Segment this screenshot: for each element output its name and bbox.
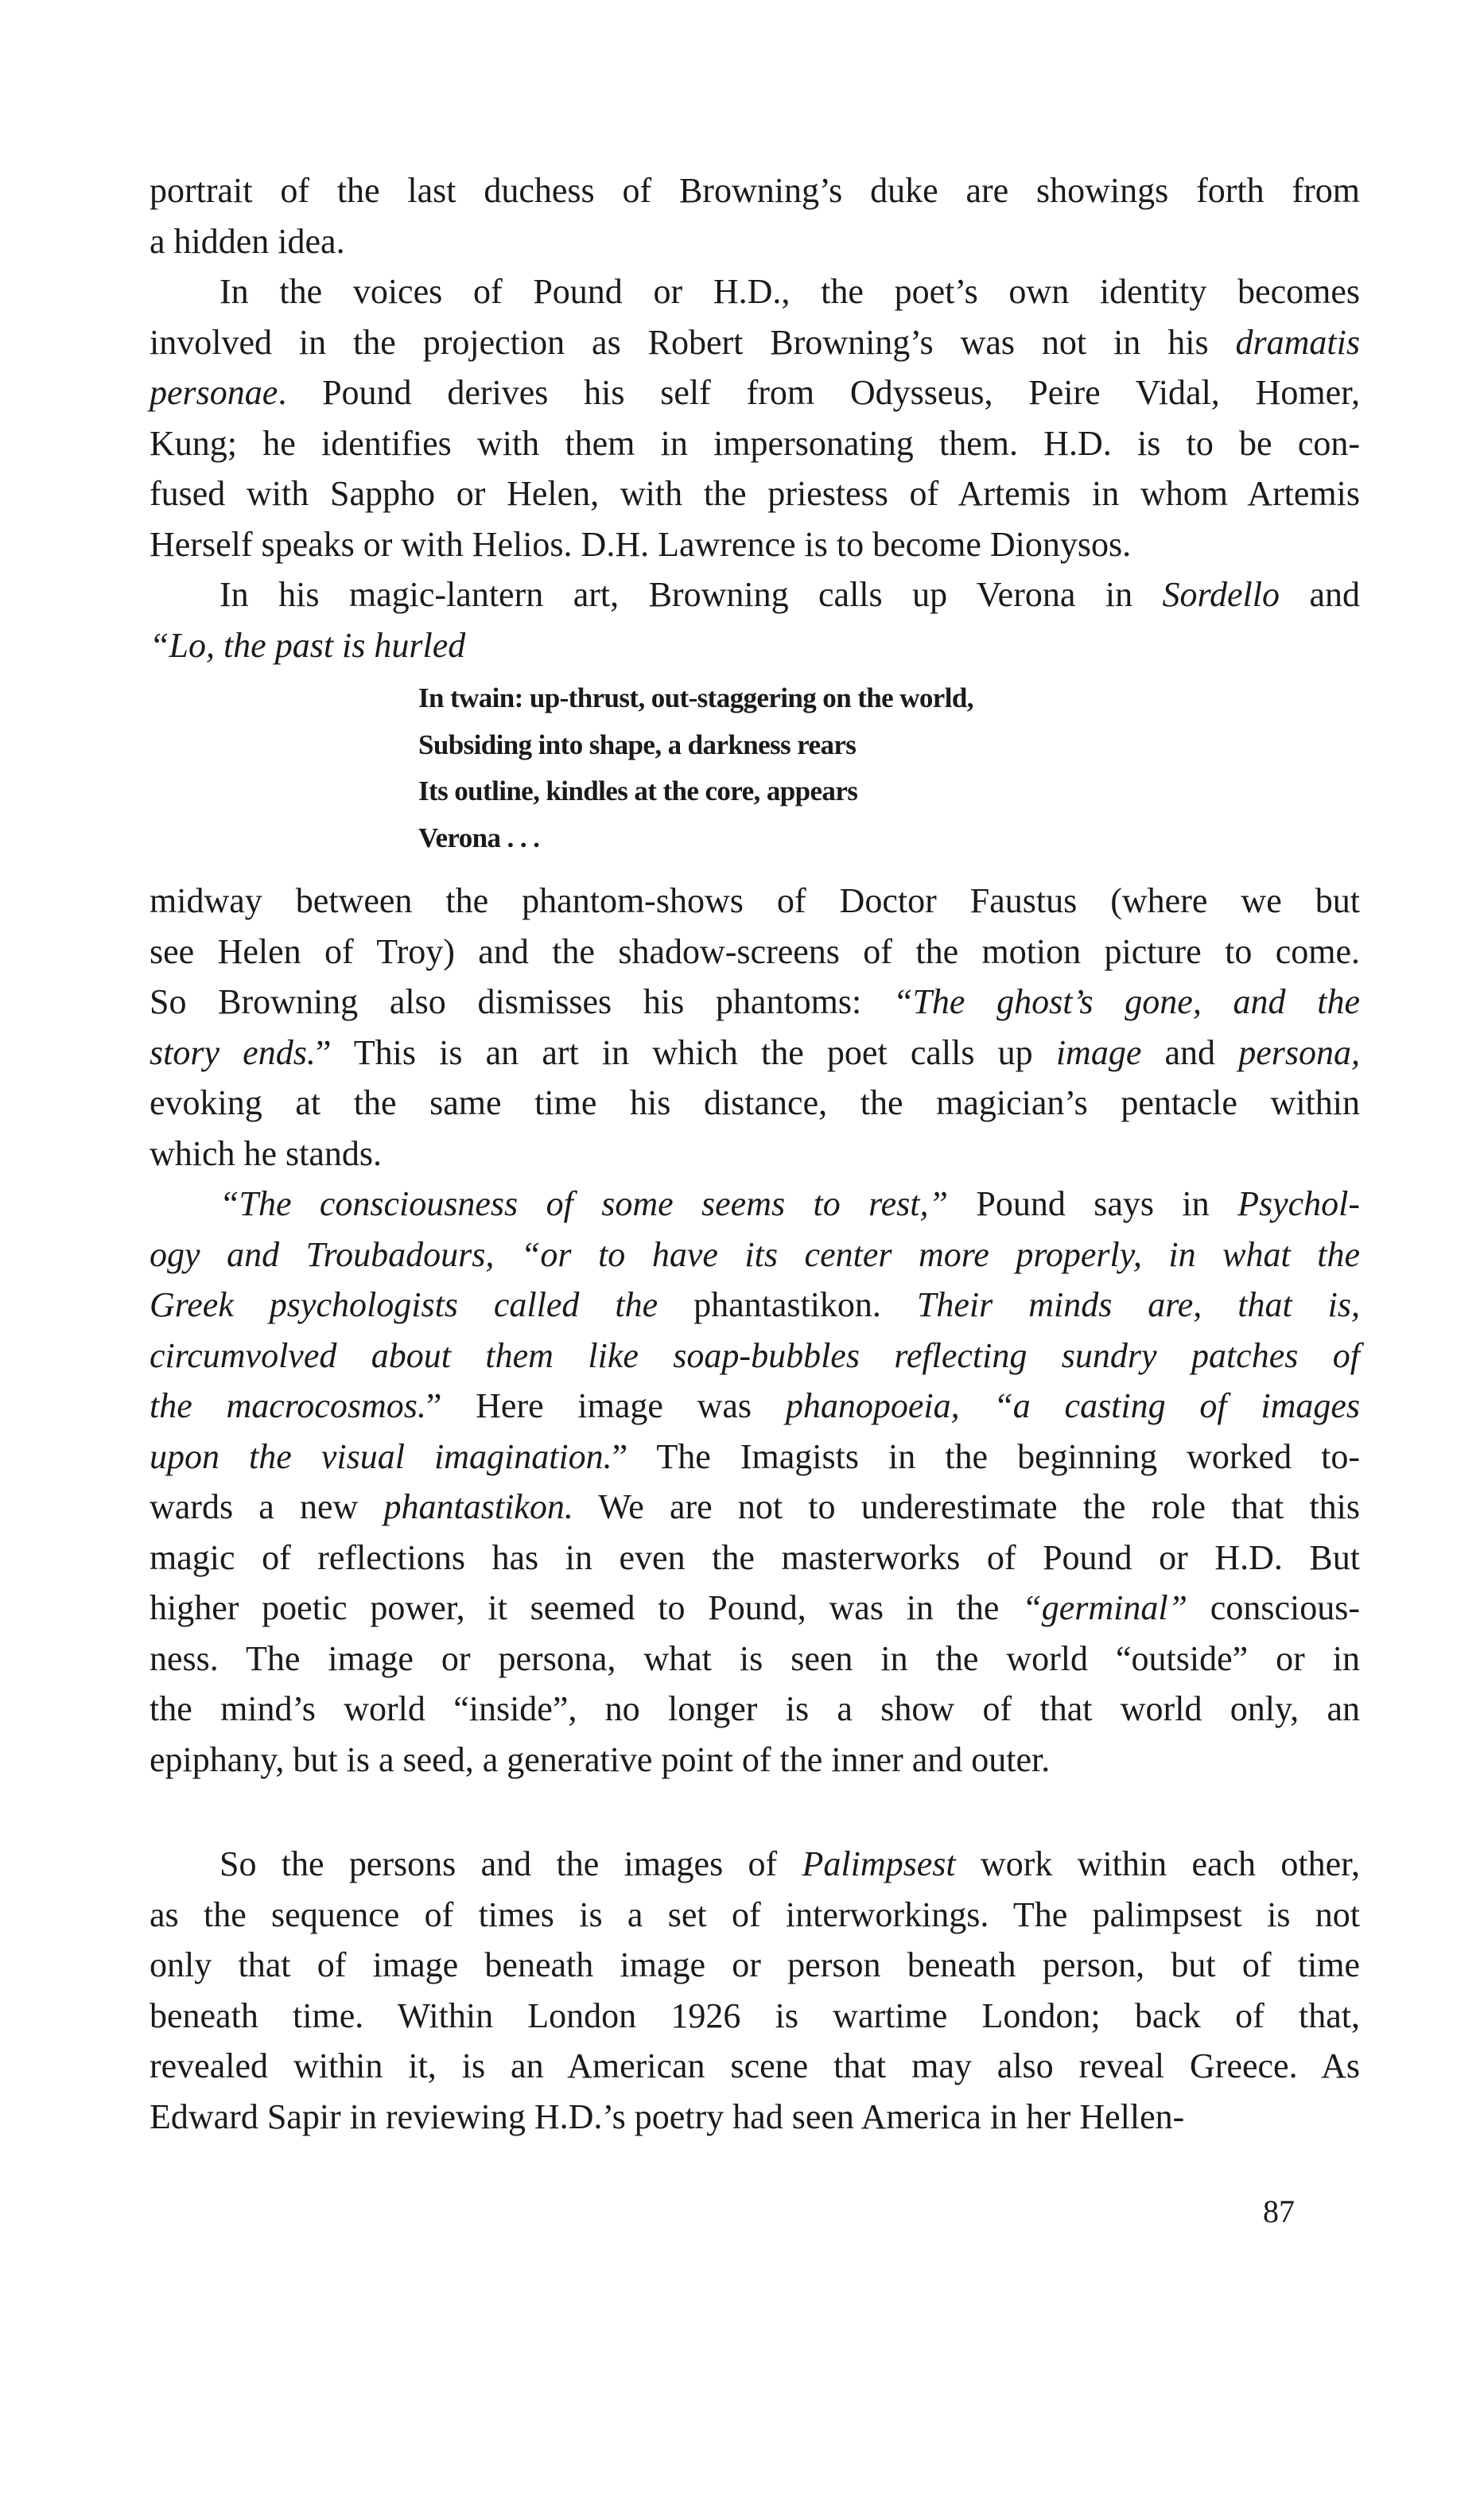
text-segment: Edward Sapir in reviewing H.D.’s poetry had seen America in her Hellen- <box>150 2096 1185 2136</box>
text-segment: as the sequence of times is a set of interworkings. The palimpsest is not <box>150 1894 1360 1934</box>
text-line <box>150 1991 1360 2042</box>
paragraph <box>150 1839 1360 2142</box>
text-line <box>150 266 1360 317</box>
text-line <box>150 2041 1360 2092</box>
text-line <box>150 1432 1360 1482</box>
text-line <box>150 1331 1360 1381</box>
paragraph <box>150 165 1360 266</box>
text-line <box>150 468 1360 519</box>
italic-text: Palimpsest <box>802 1844 956 1883</box>
page-number: 87 <box>1263 2194 1295 2229</box>
italic-text: personae <box>150 373 278 412</box>
text-line <box>150 1078 1360 1129</box>
text-segment: portrait of the last duchess of Browning’s duke are showings forth from <box>150 171 1360 210</box>
verse-line: Verona . . . <box>418 822 540 853</box>
paragraph <box>150 1179 1360 1785</box>
text-segment: So the persons and the images of <box>219 1844 802 1883</box>
text-segment: ” This is an art in which the poet calls up <box>315 1032 1056 1072</box>
italic-text: dramatis <box>1235 322 1360 362</box>
page-body <box>150 165 1360 2142</box>
text-line <box>150 927 1360 977</box>
text-line <box>150 1583 1360 1634</box>
text-line <box>150 876 1360 927</box>
text-line <box>150 1482 1360 1533</box>
text-segment: In his magic-lantern art, Browning calls up Verona in <box>219 575 1163 614</box>
italic-text: ogy and Troubadours, “or to have its center more properly, in what the <box>150 1234 1360 1274</box>
text-segment: ” Here image was <box>425 1386 786 1425</box>
text-segment: a hidden idea. <box>150 221 345 261</box>
text-line <box>150 2092 1360 2143</box>
text-line <box>150 1381 1360 1432</box>
text-line <box>150 569 1360 620</box>
text-line <box>150 1230 1360 1280</box>
italic-text: the macrocosmos. <box>150 1386 426 1425</box>
text-line <box>150 317 1360 368</box>
text-segment: Herself speaks or with Helios. D.H. Lawrence is to become Dionysos. <box>150 524 1132 564</box>
text-line <box>150 418 1360 469</box>
text-line <box>150 1940 1360 1991</box>
text-segment: which he stands. <box>150 1133 383 1173</box>
italic-text: Their minds are, that is, <box>916 1285 1361 1324</box>
text-line <box>150 1028 1360 1078</box>
text-segment: work within each other, <box>955 1844 1361 1883</box>
text-segment: In the voices of Pound or H.D., the poet’s own identity becomes <box>219 272 1360 311</box>
italic-text: story ends. <box>150 1032 316 1072</box>
text-segment: see Helen of Troy) and the shadow-screens of the motion picture to come. <box>150 931 1360 971</box>
paragraph <box>150 569 1360 670</box>
text-segment: involved in the projection as Robert Browning’s was not in his <box>150 322 1236 362</box>
text-segment: conscious- <box>1187 1588 1360 1627</box>
italic-text: “germinal” <box>1022 1588 1188 1627</box>
text-segment: beneath time. Within London 1926 is wartime London; back of that, <box>150 1995 1360 2035</box>
text-line <box>150 1129 1360 1179</box>
text-line <box>150 1735 1360 1786</box>
paragraph-gap <box>150 1785 1360 1839</box>
italic-text: Sordello <box>1162 575 1280 614</box>
text-segment: ness. The image or persona, what is seen in the world “outside” or in <box>150 1638 1360 1678</box>
text-segment: . Pound derives his self from Odysseus, Peire Vidal, Homer, <box>278 373 1360 412</box>
italic-text: phantastikon. <box>383 1487 573 1526</box>
text-line <box>150 165 1360 216</box>
text-line <box>150 1634 1360 1684</box>
text-segment: Kung; he identifies with them in impersonating them. H.D. is to be con- <box>150 423 1360 463</box>
text-segment: and <box>1141 1032 1239 1072</box>
verse-quotation <box>418 675 1360 861</box>
verse-line: Subsiding into shape, a darkness rears <box>418 729 857 760</box>
text-segment: revealed within it, is an American scene that may also reveal Greece. As <box>150 2046 1360 2085</box>
italic-text: persona, <box>1238 1032 1361 1072</box>
text-line <box>150 1890 1360 1941</box>
text-line <box>150 216 1360 267</box>
text-line <box>150 1839 1360 1890</box>
italic-text: “The consciousness of some seems to rest,” <box>219 1184 948 1223</box>
text-segment: higher poetic power, it seemed to Pound, was in the <box>150 1588 1023 1627</box>
text-before-verse <box>150 165 1360 670</box>
text-segment: evoking at the same time his distance, the magician’s pentacle within <box>150 1083 1360 1122</box>
italic-text: “Lo, the past is hurled <box>150 625 466 665</box>
text-line <box>150 367 1360 418</box>
text-segment: epiphany, but is a seed, a generative point of the inner and outer. <box>150 1739 1051 1779</box>
paragraph <box>150 876 1360 1179</box>
italic-text: Psychol- <box>1237 1184 1360 1223</box>
text-segment: and <box>1280 575 1360 614</box>
text-segment: We are not to underestimate the role that this <box>573 1487 1360 1526</box>
text-segment: ” The Imagists in the beginning worked to- <box>612 1436 1360 1476</box>
text-segment: only that of image beneath image or person beneath person, but of time <box>150 1945 1360 1984</box>
italic-text: circumvolved about them like soap-bubbles reflecting sundry patches of <box>150 1335 1360 1375</box>
text-segment: wards a new <box>150 1487 384 1526</box>
text-after-verse <box>150 876 1360 2142</box>
text-line <box>150 620 1360 671</box>
text-segment: So Browning also dismisses his phantoms: <box>150 982 893 1021</box>
text-segment: midway between the phantom-shows of Doctor Faustus (where we but <box>150 881 1360 920</box>
italic-text: Greek psychologists called the <box>150 1285 694 1324</box>
verse-line: Its outline, kindles at the core, appears <box>418 775 858 806</box>
text-segment: phantastikon. <box>693 1285 917 1324</box>
italic-text: upon the visual imagination. <box>150 1436 612 1476</box>
italic-text: “The ghost’s gone, and the <box>892 982 1360 1021</box>
text-line <box>150 1179 1360 1230</box>
verse-line: In twain: up-thrust, out-staggering on the world, <box>418 682 973 713</box>
text-segment: the mind’s world “inside”, no longer is a show of that world only, an <box>150 1689 1360 1728</box>
text-line <box>150 1684 1360 1735</box>
text-segment: Pound says in <box>947 1184 1238 1223</box>
text-line <box>150 1280 1360 1331</box>
text-line <box>150 1533 1360 1583</box>
text-segment: magic of reflections has in even the masterworks of Pound or H.D. But <box>150 1537 1360 1577</box>
text-line <box>150 519 1360 570</box>
italic-text: phanopoeia, “a casting of images <box>785 1386 1361 1425</box>
text-line <box>150 977 1360 1028</box>
paragraph <box>150 266 1360 569</box>
text-segment: fused with Sappho or Helen, with the priestess of Artemis in whom Artemis <box>150 474 1360 513</box>
italic-text: image <box>1055 1032 1142 1072</box>
